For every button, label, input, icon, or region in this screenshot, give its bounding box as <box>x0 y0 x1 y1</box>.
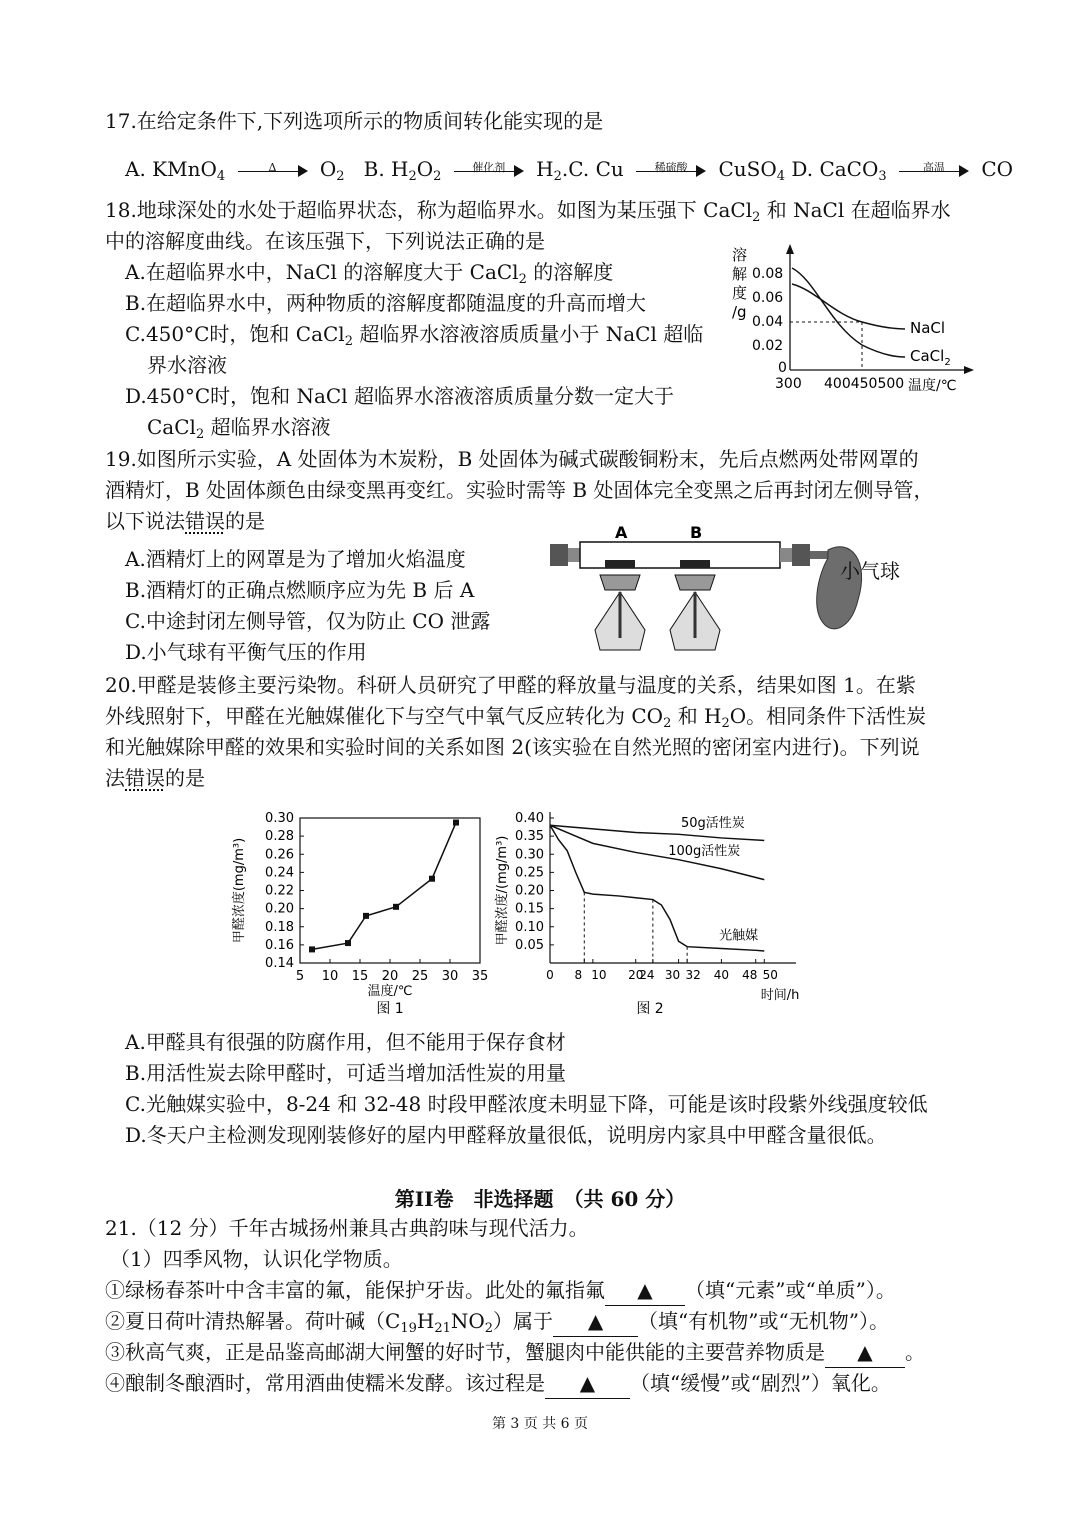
ytick-label: 0.35 <box>515 829 544 845</box>
solubility-figure <box>720 240 980 400</box>
data-point <box>453 820 459 826</box>
ytick-label: 0.30 <box>515 847 544 863</box>
q18-opt-d-cont: CaCl$_2$ 超临界水溶液 <box>147 415 331 442</box>
q20-opt-a: A.甲醛具有很强的防腐作用，但不能用于保存食材 <box>125 1030 566 1054</box>
ylabel-char: /g <box>732 303 747 321</box>
q17-stem: 17.在给定条件下,下列选项所示的物质间转化能实现的是 <box>105 109 604 133</box>
ytick: 0.08 <box>752 266 784 282</box>
answer-blank[interactable]: ▲ <box>825 1337 905 1368</box>
q20-line1: 20.甲醛是装修主要污染物。科研人员研究了甲醛的释放量与温度的关系，结果如图 1。在紫 <box>105 673 916 697</box>
y-axis-label: 甲醛浓度/(mg/m³) <box>495 835 510 946</box>
xtick-label: 8 <box>574 968 583 982</box>
series-line <box>312 823 456 950</box>
q21-item3: ③秋高气爽，正是品鉴高邮湖大闸蟹的好时节，蟹腿肉中能供能的主要营养物质是 ▲ 。 <box>105 1337 925 1368</box>
xtick: 400450500 <box>824 376 905 392</box>
solid-a <box>605 560 635 568</box>
ytick-label: 0.28 <box>265 829 294 845</box>
ytick-label: 0.14 <box>265 956 294 971</box>
ytick-label: 0.20 <box>515 883 544 899</box>
q19-line2: 酒精灯，B 处固体颜色由绿变黑再变红。实验时需等 B 处固体完全变黑之后再封闭左侧导管， <box>105 478 934 502</box>
y-axis-arrow <box>786 244 794 254</box>
xtick-label: 24 <box>639 968 655 982</box>
ytick: 0.02 <box>752 338 784 354</box>
xtick-label: 50 <box>762 968 778 982</box>
q20-line4: 法错误的是 <box>105 766 205 790</box>
q21-item2: ②夏日荷叶清热解暑。荷叶碱$(C_{19}H_{21}NO_2)$属于 ▲ （填“有机物”或“无机物”）。 <box>105 1306 889 1344</box>
xtick-label: 0 <box>546 968 554 982</box>
ytick-label: 0.24 <box>265 865 294 881</box>
ylabel-char: 度 <box>732 284 748 302</box>
q19-opt-c: C.中途封闭左侧导管，仅为防止 CO 泄露 <box>125 609 491 633</box>
q20-line2: 外线照射下，甲醛在光触媒催化下与空气中氧气反应转化为 $CO_2$ 和 $H_2O$。相同条件下活性炭 <box>105 704 927 731</box>
catalyst-arrow: 催化剂 <box>454 161 524 181</box>
right-stopper <box>792 544 810 566</box>
left-stopper <box>550 544 568 566</box>
q18-line2: 中的溶解度曲线。在该压强下，下列说法正确的是 <box>105 229 545 253</box>
xtick-label: 40 <box>713 968 730 982</box>
xtick-label: 10 <box>321 969 339 984</box>
q18-opt-b: B.在超临界水中，两种物质的溶解度都随温度的升高而增大 <box>125 291 647 315</box>
x-axis-label: 温度/℃ <box>367 984 413 999</box>
q21-stem: 21.（12 分）千年古城扬州兼具古典韵味与现代活力。 <box>105 1216 589 1240</box>
ytick-label: 0.26 <box>265 847 294 863</box>
q19-opt-d: D.小气球有平衡气压的作用 <box>125 640 367 664</box>
data-point <box>363 913 369 919</box>
xtick: 300 <box>775 376 802 392</box>
plot-frame <box>300 818 480 963</box>
solid-b <box>680 560 710 568</box>
xtick-label: 5 <box>295 969 305 984</box>
label-b: B <box>690 523 703 542</box>
data-point <box>309 946 315 952</box>
emphasis-mark: 错误 <box>125 766 165 790</box>
answer-blank[interactable]: ▲ <box>605 1275 685 1306</box>
q19-line3: 以下说法错误的是 <box>105 509 265 533</box>
xtick-label: 20 <box>628 968 644 982</box>
q18-line1: 18.地球深处的水处于超临界状态，称为超临界水。如图为某压强下 CaCl$_2$ 和 NaCl 在超临界水 <box>105 198 951 225</box>
q20-opt-b: B.用活性炭去除甲醛时，可适当增加活性炭的用量 <box>125 1061 567 1085</box>
xtick-label: 32 <box>685 968 701 982</box>
chart-title: 图 1 <box>376 1001 404 1017</box>
ylabel-char: 溶 <box>732 246 748 264</box>
high-temp-arrow: 高温 <box>899 161 969 181</box>
heat-arrow: Δ <box>238 161 308 181</box>
label-a: A <box>615 523 628 542</box>
section-heading: 第II卷 非选择题 （共 60 分） <box>394 1187 686 1211</box>
x-axis-arrow <box>964 366 974 374</box>
ytick-label: 0.40 <box>515 811 544 826</box>
data-point <box>345 940 351 946</box>
ytick-label: 0.10 <box>515 919 544 935</box>
nacl-label: NaCl <box>910 319 946 337</box>
xtick-label: 35 <box>471 969 489 984</box>
xtick-label: 25 <box>411 969 429 984</box>
wire-gauze-a <box>600 575 640 590</box>
q17-options: A. KMnO$_4$ Δ $O_2$ B. $H_2O_2$ 催化剂 $H_2.C$. Cu 稀硫酸 CuSO$_4$ D. CaCO$_3$ 高温 CO <box>125 157 1014 184</box>
balloon-label: 小气球 <box>840 559 900 583</box>
chart-figure-2 <box>490 800 810 1020</box>
xtick-label: 10 <box>591 968 607 982</box>
series-label: 光触媒 <box>719 928 759 944</box>
ytick: 0 <box>778 360 787 376</box>
series-label: 50g活性炭 <box>680 816 745 832</box>
xtick-label: 48 <box>742 968 758 982</box>
ytick-label: 0.05 <box>515 937 544 953</box>
acid-arrow: 稀硫酸 <box>636 161 706 181</box>
q18-opt-c-cont: 界水溶液 <box>147 353 227 377</box>
xtick-label: 20 <box>381 969 399 984</box>
outlet-tube <box>810 551 830 559</box>
q20-opt-d: D.冬天户主检测发现刚装修好的屋内甲醛释放量很低，说明房内家具中甲醛含量很低。 <box>125 1123 887 1147</box>
ytick-label: 0.25 <box>515 865 544 881</box>
ytick-label: 0.18 <box>265 919 294 935</box>
data-point <box>429 876 435 882</box>
q18-opt-a: A.在超临界水中，NaCl 的溶解度大于 CaCl$_2$ 的溶解度 <box>125 260 614 287</box>
ytick-label: 0.15 <box>515 901 544 917</box>
q21-item4: ④酿制冬酿酒时，常用酒曲使糯米发酵。该过程是 ▲ （填“缓慢”或“剧烈”）氧化。 <box>105 1368 891 1399</box>
chart-figure-1 <box>225 800 495 1020</box>
ylabel-char: 解 <box>732 265 748 283</box>
ytick-label: 0.30 <box>265 811 294 826</box>
cacl2-label: CaCl$_2$ <box>910 347 951 368</box>
q20-line3: 和光触媒除甲醛的效果和实验时间的关系如图 2(该实验在自然光照的密闭室内进行)。下列说 <box>105 735 920 759</box>
q18-opt-d: D.450°C时，饱和 NaCl 超临界水溶液溶质质量分数一定大于 <box>125 384 674 408</box>
right-stopper-neck <box>780 548 792 562</box>
answer-blank[interactable]: ▲ <box>545 1368 630 1399</box>
q18-opt-c: C.450°C时，饱和 CaCl$_2$ 超临界水溶液溶质质量小于 NaCl 超临 <box>125 322 704 349</box>
q21-sub1: （1）四季风物，认识化学物质。 <box>110 1247 403 1271</box>
ytick-label: 0.20 <box>265 901 294 917</box>
q19-line1: 19.如图所示实验，A 处固体为木炭粉，B 处固体为碱式碳酸铜粉末，先后点燃两处带网罩的 <box>105 447 919 471</box>
ytick-label: 0.16 <box>265 937 294 953</box>
wire-gauze-b <box>675 575 715 590</box>
ytick: 0.06 <box>752 290 784 306</box>
q20-opt-c: C.光触媒实验中，8-24 和 32-48 时段甲醛浓度未明显下降，可能是该时段紫外线强度较低 <box>125 1092 928 1116</box>
left-stopper-neck <box>568 548 580 562</box>
data-point <box>393 904 399 910</box>
xlabel: 温度/℃ <box>908 378 957 394</box>
xtick-label: 30 <box>441 969 459 984</box>
ytick-label: 0.22 <box>265 883 294 899</box>
series-label: 100g活性炭 <box>668 844 741 860</box>
emphasis-mark: 错误 <box>185 509 225 533</box>
q17-opt-a: A. KMnO$_4$ <box>125 157 226 184</box>
cacl2-curve <box>792 268 905 357</box>
xtick-label: 15 <box>351 969 369 984</box>
page-footer: 第 3 页 共 6 页 <box>491 1416 589 1432</box>
y-axis-label: 甲醛浓度(mg/m³) <box>232 837 247 944</box>
q19-opt-a: A.酒精灯上的网罩是为了增加火焰温度 <box>125 547 466 571</box>
apparatus-figure <box>540 520 940 660</box>
xtick-label: 30 <box>664 968 681 982</box>
ytick: 0.04 <box>752 314 784 330</box>
x-axis-label: 时间/h <box>760 988 800 1003</box>
chart-title: 图 2 <box>636 1001 664 1017</box>
q21-item1: ①绿杨春茶叶中含丰富的氟，能保护牙齿。此处的氟指氟 ▲ （填“元素”或“单质”）。 <box>105 1275 896 1306</box>
q19-opt-b: B.酒精灯的正确点燃顺序应为先 B 后 A <box>125 578 475 602</box>
answer-blank[interactable]: ▲ <box>553 1306 638 1337</box>
